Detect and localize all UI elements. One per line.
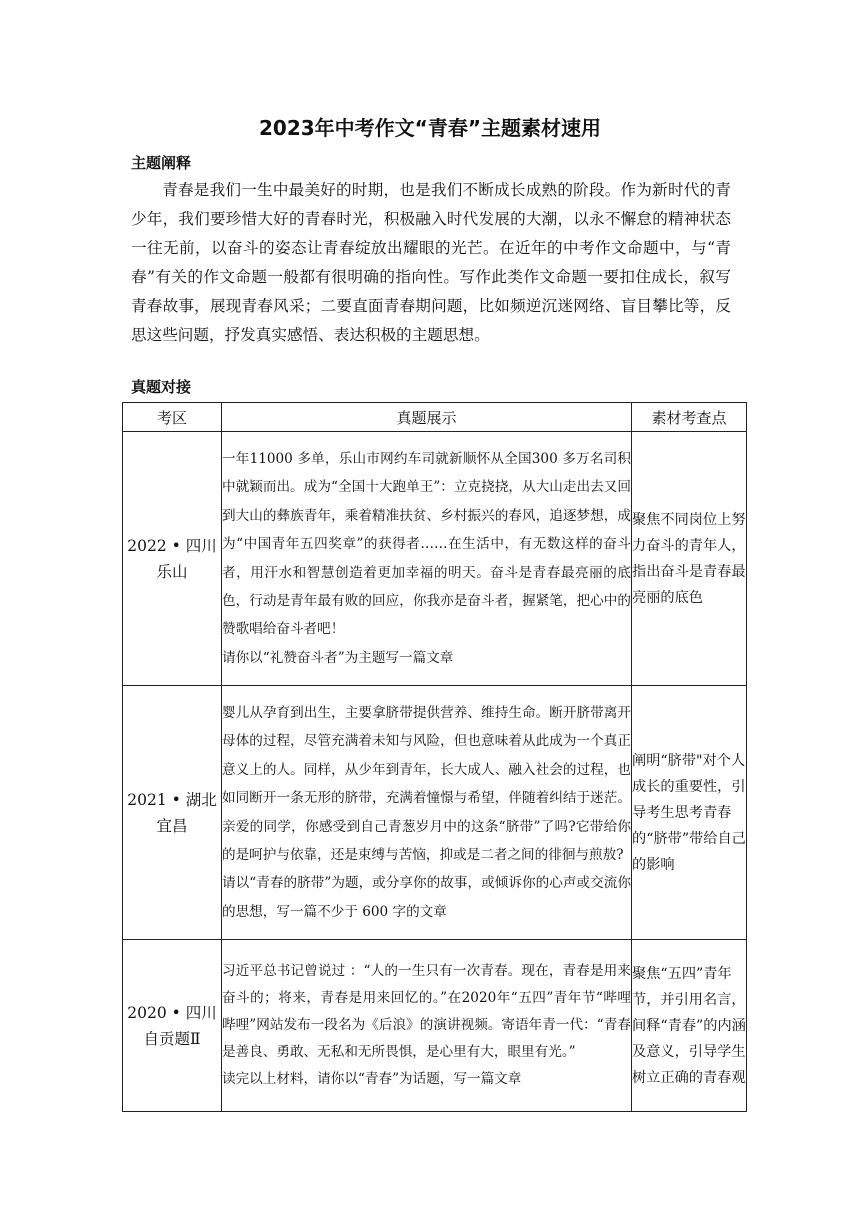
prompt-material: 一年11000 多单，乐山市网约车司就新顺怀从全国300 多万名司积中就颖而出。成为“全国十大跑单王”：立克挠挠，从大山走出去又回到大山的彝族青年，乘着精准扶贫、乡村振兴的春风，追逐梦想，成为“中国青年五四奖章”的获得者……在生活中，有无数这样的奋斗者，用汗水和智慧创造着更加幸福的明天。奋斗是青春最亮丽的底色，行动是青年最有败的回应，你我亦是奋斗者，握紧笔，把心中的赞歌唱给奋斗者吧！ (222, 450, 631, 638)
prompt-task: 请以“青春的脐带”为题，或分享你的故事，或倾诉你的心声或交流你的思想，写一篇不少于 600 字的文章 (222, 875, 631, 920)
region-place: 乐山 (156, 562, 188, 581)
table-row (123, 940, 747, 1112)
region-year: 2021 • 湖北 (127, 790, 217, 809)
table-header-row (123, 403, 747, 432)
exam-table (122, 402, 747, 1112)
header-prompt: 真题展示 (222, 403, 632, 432)
prompt-task: 读完以上材料，请你以“青春”为话题，写一篇文章 (222, 1071, 522, 1087)
section-heading-theme: 主题阐释 (131, 154, 192, 172)
prompt-cell (222, 686, 632, 940)
document-title: 2023年中考作文“青春”主题素材速用 (259, 116, 601, 140)
theme-explanation-paragraph: 青春是我们一生中最美好的时期，也是我们不断成长成熟的阶段。作为新时代的青少年，我们要珍惜大好的青春时光，积极融入时代发展的大潮，以永不懈怠的精神状态一往无前，以奋斗的姿态让青春绽放出耀眼的光芒。在近年的中考作文命题中，与“青春”有关的作文命题一般都有很明确的指向性。写作此类作文命题一要扣住成长，叙写青春故事，展现青春风采；二要直面青春期问题，比如频逆沉迷网络、盲目攀比等，反思这些问题，抒发真实感悟、表达积极的主题思想。 (131, 181, 731, 344)
region-cell (123, 432, 222, 686)
region-year: 2020 • 四川 (127, 1003, 217, 1022)
prompt-task: 请你以“礼赞奋斗者”为主题写一篇文章 (222, 649, 454, 666)
point-cell: 阐明“脐带"对个人成长的重要性，引导考生思考青春的“脐带”带给自己的影响 (632, 686, 747, 940)
prompt-material: 婴儿从孕育到出生，主要拿脐带提供营养、维持生命。断开脐带离开母体的过程，尽管充满着未知与风险，但也意味着从此成为一个真正意义上的人。同样，从少年到青年，长大成人、融入社会的过程，也如同断开一条无形的脐带，充满着憧憬与希望，伴随着纠结于迷茫。亲爱的同学，你感受到自己青葱岁月中的这条“脐带”了吗?它带给你的是呵护与依靠，还是束缚与苦恼，抑或是二者之间的徘徊与煎敖? (222, 704, 631, 863)
table-row (123, 432, 747, 686)
prompt-cell (222, 432, 632, 686)
region-place: 自贡题Ⅱ (143, 1029, 201, 1048)
point-cell: 聚焦“五四”青年节，并引用名言，间释“青春”的内涵及意义，引导学生树立正确的青春观 (632, 940, 747, 1112)
table-row (123, 686, 747, 940)
prompt-material: 习近平总书记曾说过 ：“人的一生只有一次青春。现在，青春是用来奋斗的；将来，青春是用来回忆的。”在2020年“五四”青年节“哔哩哔哩”网站发布一段名为《后浪》的演讲视频。寄语年青一代：“青春是善良、勇敢、无私和无所畏惧，是心里有大，眼里有光。” (222, 963, 631, 1060)
prompt-cell (222, 940, 632, 1112)
region-place: 宜昌 (156, 816, 188, 835)
header-region: 考区 (123, 403, 222, 432)
region-cell (123, 686, 222, 940)
region-year: 2022 • 四川 (127, 536, 217, 555)
section-heading-exam: 真题对接 (131, 378, 192, 396)
region-cell (123, 940, 222, 1112)
header-point: 素材考查点 (632, 403, 747, 432)
point-cell: 聚焦不同岗位上努力奋斗的青年人，指出奋斗是青春最亮丽的底色 (632, 432, 747, 686)
